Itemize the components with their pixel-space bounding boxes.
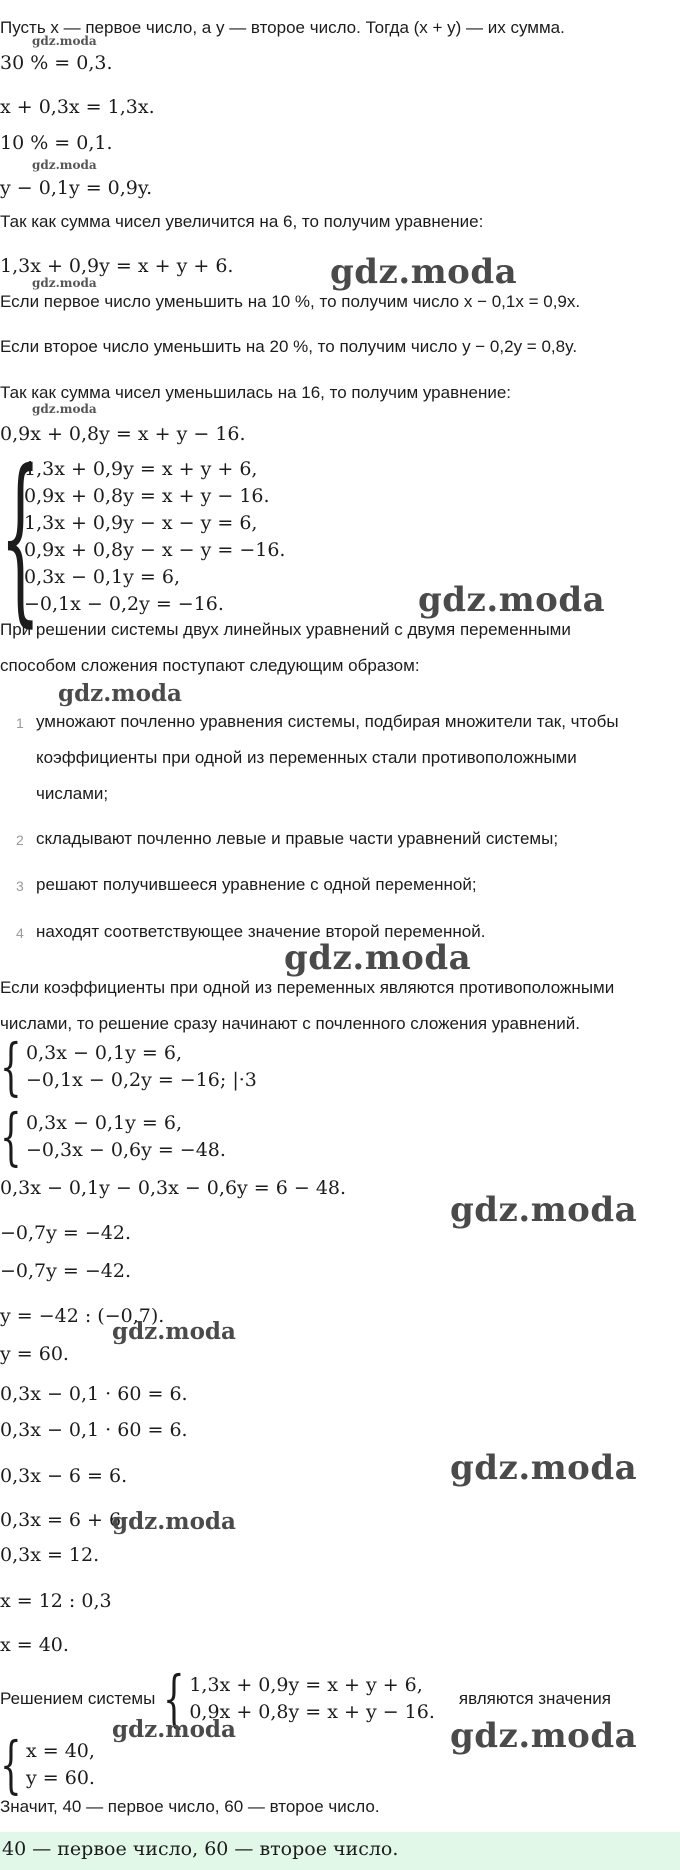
step-text: решают получившееся уравнение с одной переменной;	[36, 875, 477, 894]
watermark: gdz.moda	[330, 252, 518, 292]
step-number: 2	[16, 832, 24, 848]
watermark: gdz.moda	[32, 158, 97, 172]
watermark: gdz.moda	[32, 402, 97, 416]
text-line: Так как сумма чисел увеличится на 6, то получим уравнение:	[0, 212, 484, 231]
math-line: 0,9x + 0,8y = x + y − 16.	[0, 423, 246, 445]
math-line: 10 % = 0,1.	[0, 132, 113, 154]
system-row: 0,3x − 0,1y = 6,	[24, 566, 181, 588]
solution-values	[0, 1728, 95, 1801]
system-row: 1,3x + 0,9y = x + y + 6,	[24, 458, 258, 480]
math-line: y − 0,1y = 0,9y.	[0, 177, 153, 199]
text-line: Если первое число уменьшить на 10 %, то получим число x − 0,1x = 0,9x.	[0, 292, 581, 311]
left-brace: {	[0, 1728, 22, 1801]
text-line: При решении системы двух линейных уравнений с двумя переменными	[0, 620, 571, 639]
math-line: −0,7y = −42.	[0, 1260, 132, 1282]
text-line: Пусть x — первое число, а y — второе число. Тогда (x + y) — их сумма.	[0, 18, 565, 37]
conclusion-text: Значит, 40 — первое число, 60 — второе число.	[0, 1797, 380, 1816]
math-line: x = 12 : 0,3	[0, 1590, 112, 1612]
watermark: gdz.moda	[112, 1508, 236, 1535]
math-line: 0,3x = 12.	[0, 1544, 100, 1566]
watermark: gdz.moda	[58, 680, 182, 707]
final-suffix: являются значения	[458, 1689, 611, 1708]
system-rows	[26, 1110, 226, 1164]
system-row: −0,1x − 0,2y = −16; |·3	[26, 1069, 257, 1091]
system-row: 1,3x + 0,9y − x − y = 6,	[24, 512, 258, 534]
text-line: числами, то решение сразу начинают с почленного сложения уравнений.	[0, 1014, 580, 1033]
system-row: 1,3x + 0,9y = x + y + 6,	[189, 1674, 423, 1696]
step-text: находят соответствующее значение второй переменной.	[36, 922, 486, 941]
text-line: Если коэффициенты при одной из переменных являются противоположными	[0, 978, 615, 997]
final-prefix: Решением системы	[0, 1689, 156, 1708]
system-row: 0,3x − 0,1y = 6,	[26, 1042, 183, 1064]
step-text: коэффициенты при одной из переменных стали противоположными	[36, 748, 577, 767]
system-row: y = 60.	[26, 1767, 95, 1789]
math-line: 0,3x − 0,1y − 0,3x − 0,6y = 6 − 48.	[0, 1177, 347, 1199]
system-row: 0,9x + 0,8y = x + y − 16.	[24, 485, 270, 507]
watermark: gdz.moda	[284, 938, 472, 978]
watermark: gdz.moda	[112, 1716, 236, 1743]
step-number: 4	[16, 925, 24, 941]
equation-system	[0, 1030, 257, 1103]
system-rows	[26, 1738, 95, 1792]
system-rows	[24, 456, 285, 618]
watermark: gdz.moda	[418, 580, 606, 620]
left-brace: {	[163, 1662, 186, 1735]
step-text: числами;	[36, 784, 109, 803]
equation-system	[0, 1100, 226, 1173]
answer-text: 40 — первое число, 60 — второе число.	[2, 1838, 399, 1860]
step-number: 3	[16, 878, 24, 894]
math-line: 0,3x − 0,1 · 60 = 6.	[0, 1383, 188, 1405]
text-line: Если второе число уменьшить на 20 %, то получим число y − 0,2y = 0,8y.	[0, 337, 578, 356]
left-brace: {	[0, 1100, 22, 1173]
watermark: gdz.moda	[450, 1716, 638, 1756]
math-line: 0,3x = 6 + 6.	[0, 1509, 128, 1531]
system-row: −0,3x − 0,6y = −48.	[26, 1139, 226, 1161]
answer-box	[0, 1832, 680, 1870]
step-number: 1	[16, 715, 24, 731]
text-line: Так как сумма чисел уменьшилась на 16, то получим уравнение:	[0, 383, 512, 402]
text-line: способом сложения поступают следующим образом:	[0, 656, 420, 675]
math-line: y = −42 : (−0,7).	[0, 1305, 165, 1327]
math-line: 1,3x + 0,9y = x + y + 6.	[0, 255, 234, 277]
watermark: gdz.moda	[32, 276, 97, 290]
system-rows	[26, 1040, 257, 1094]
math-line: 30 % = 0,3.	[0, 52, 113, 74]
math-line: x = 40.	[0, 1634, 69, 1656]
left-brace: {	[0, 431, 41, 643]
system-row: −0,1x − 0,2y = −16.	[24, 593, 224, 615]
watermark: gdz.moda	[450, 1448, 638, 1488]
system-row: x = 40,	[26, 1740, 95, 1762]
watermark: gdz.moda	[450, 1190, 638, 1230]
math-line: −0,7y = −42.	[0, 1222, 132, 1244]
watermark: gdz.moda	[32, 34, 97, 48]
math-line: 0,3x − 6 = 6.	[0, 1465, 128, 1487]
math-line: x + 0,3x = 1,3x.	[0, 96, 155, 118]
system-row: 0,9x + 0,8y = x + y − 16.	[189, 1701, 435, 1723]
math-line: 0,3x − 0,1 · 60 = 6.	[0, 1419, 188, 1441]
left-brace: {	[0, 1030, 22, 1103]
system-row: 0,3x − 0,1y = 6,	[26, 1112, 183, 1134]
watermark: gdz.moda	[112, 1318, 236, 1345]
step-text: складывают почленно левые и правые части уравнений системы;	[36, 829, 559, 848]
math-line: y = 60.	[0, 1343, 69, 1365]
system-row: 0,9x + 0,8y − x − y = −16.	[24, 539, 286, 561]
step-text: умножают почленно уравнения системы, подбирая множители так, чтобы	[36, 712, 619, 731]
